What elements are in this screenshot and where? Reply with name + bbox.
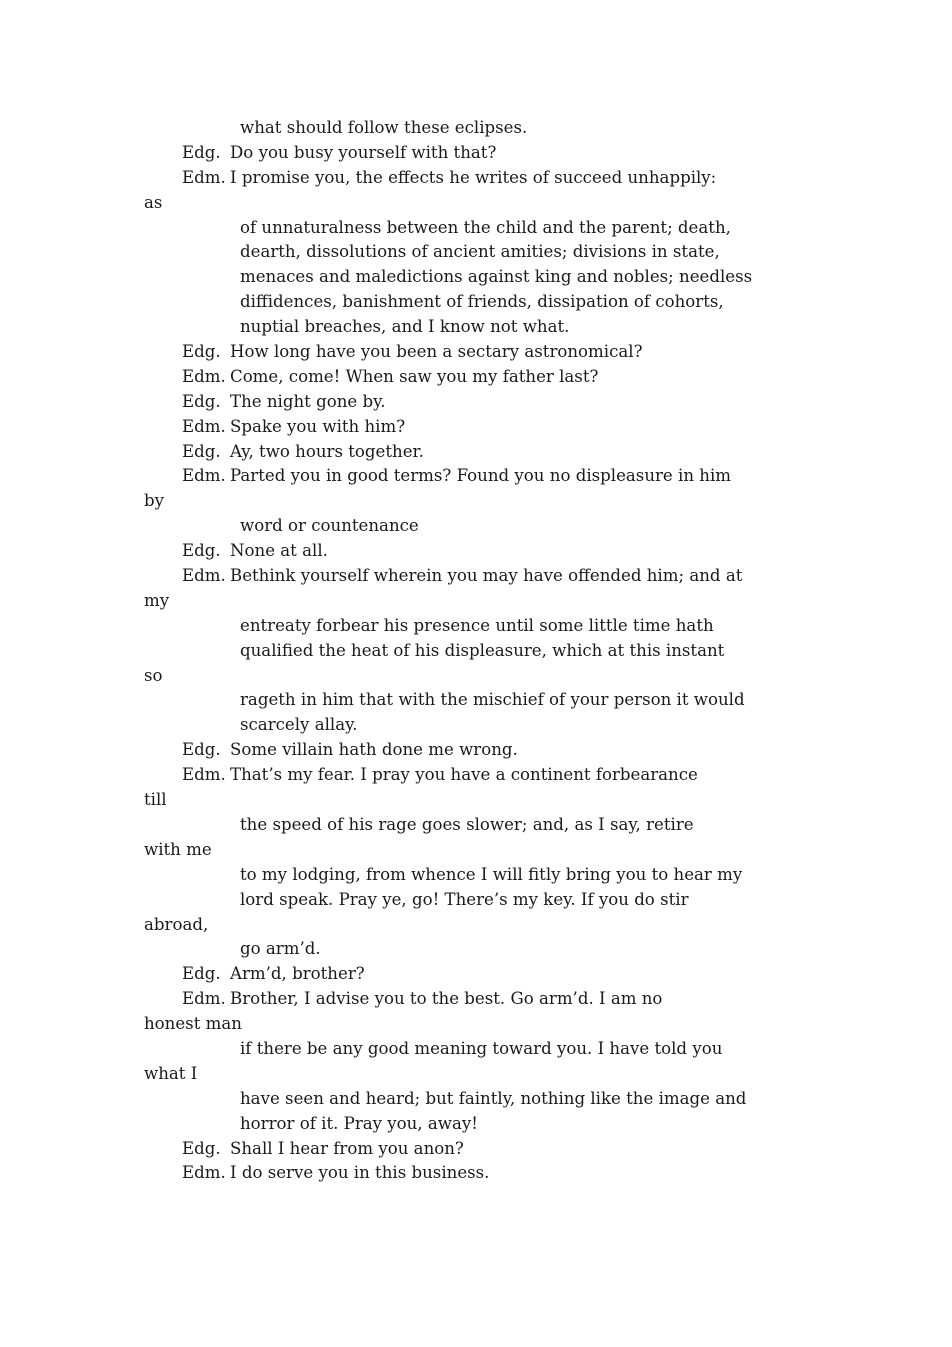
line-text: Bethink yourself wherein you may have offended him; and at bbox=[230, 566, 743, 586]
line-text: go arm’d. bbox=[240, 939, 321, 959]
line-text: what should follow these eclipses. bbox=[240, 118, 528, 137]
speaker-name: Edm. bbox=[182, 416, 226, 436]
wrapped-line bbox=[0, 664, 952, 689]
speaker-name: Edm. bbox=[182, 1163, 226, 1183]
line-text: with me bbox=[144, 839, 212, 859]
line-text: Do you busy yourself with that? bbox=[230, 142, 497, 162]
line-text: my bbox=[144, 590, 170, 610]
line-text: to my lodging, from whence I will fitly bring you to hear my bbox=[240, 864, 743, 884]
wrapped-line bbox=[0, 1062, 952, 1087]
speech-line bbox=[0, 464, 952, 489]
line-text: rageth in him that with the mischief of your person it would bbox=[240, 690, 745, 710]
continuation-line bbox=[0, 265, 952, 290]
line-text: Come, come! When saw you my father last? bbox=[230, 366, 599, 386]
speech-line bbox=[0, 763, 952, 788]
speaker-name: Edg. bbox=[182, 342, 221, 362]
line-text: None at all. bbox=[230, 541, 328, 561]
continuation-line bbox=[0, 216, 952, 241]
line-text: Brother, I advise you to the best. Go arm’d. I am no bbox=[230, 989, 663, 1009]
line-text: I do serve you in this business. bbox=[230, 1163, 490, 1183]
wrapped-line bbox=[0, 489, 952, 514]
speech-line bbox=[0, 440, 952, 465]
continuation-line bbox=[0, 888, 952, 913]
speech-line bbox=[0, 340, 952, 365]
continuation-line bbox=[0, 240, 952, 265]
continuation-line bbox=[0, 614, 952, 639]
line-text: word or countenance bbox=[240, 516, 419, 536]
line-text: I promise you, the effects he writes of succeed unhappily: bbox=[230, 167, 717, 187]
line-text: the speed of his rage goes slower; and, as I say, retire bbox=[240, 814, 694, 834]
speech-line bbox=[0, 1137, 952, 1162]
continuation-line bbox=[0, 688, 952, 713]
speech-line bbox=[0, 564, 952, 589]
line-text: as bbox=[144, 192, 163, 212]
line-text: entreaty forbear his presence until some little time hath bbox=[240, 615, 714, 635]
speaker-name: Edg. bbox=[182, 391, 221, 411]
line-text: That’s my fear. I pray you have a continent forbearance bbox=[230, 765, 698, 785]
speech-line bbox=[0, 166, 952, 191]
line-text: Arm’d, brother? bbox=[230, 964, 365, 984]
line-text: nuptial breaches, and I know not what. bbox=[240, 317, 570, 337]
line-text: abroad, bbox=[144, 914, 209, 934]
speaker-name: Edm. bbox=[182, 167, 226, 187]
play-text-page bbox=[0, 116, 952, 1186]
speech-line bbox=[0, 390, 952, 415]
speaker-name: Edg. bbox=[182, 740, 221, 760]
wrapped-line bbox=[0, 913, 952, 938]
wrapped-line bbox=[0, 788, 952, 813]
speaker-name: Edg. bbox=[182, 1138, 221, 1158]
speaker-name: Edm. bbox=[182, 765, 226, 785]
line-text: menaces and maledictions against king and nobles; needless bbox=[240, 267, 753, 287]
continuation-line bbox=[0, 290, 952, 315]
line-text: honest man bbox=[144, 1014, 242, 1034]
speaker-name: Edm. bbox=[182, 989, 226, 1009]
continuation-line bbox=[0, 937, 952, 962]
continuation-line bbox=[0, 514, 952, 539]
continuation-line bbox=[0, 1112, 952, 1137]
speaker-name: Edg. bbox=[182, 441, 221, 461]
speaker-name: Edg. bbox=[182, 964, 221, 984]
wrapped-line bbox=[0, 191, 952, 216]
line-text: Parted you in good terms? Found you no displeasure in him bbox=[230, 466, 732, 486]
speech-line bbox=[0, 365, 952, 390]
continuation-line bbox=[0, 1087, 952, 1112]
line-text: dearth, dissolutions of ancient amities; divisions in state, bbox=[240, 242, 720, 262]
line-text: Ay, two hours together. bbox=[230, 441, 424, 461]
line-text: till bbox=[144, 790, 167, 810]
speech-line bbox=[0, 738, 952, 763]
speech-line bbox=[0, 962, 952, 987]
line-text: Spake you with him? bbox=[230, 416, 406, 436]
speech-line bbox=[0, 1161, 952, 1186]
line-text: so bbox=[144, 665, 163, 685]
speaker-name: Edm. bbox=[182, 466, 226, 486]
speaker-name: Edg. bbox=[182, 142, 221, 162]
speech-line bbox=[0, 987, 952, 1012]
speaker-name: Edm. bbox=[182, 366, 226, 386]
line-text: diffidences, banishment of friends, dissipation of cohorts, bbox=[240, 292, 724, 312]
continuation-line bbox=[0, 639, 952, 664]
line-text: qualified the heat of his displeasure, which at this instant bbox=[240, 640, 725, 660]
line-text: How long have you been a sectary astronomical? bbox=[230, 342, 643, 362]
continuation-line bbox=[0, 813, 952, 838]
speaker-name: Edg. bbox=[182, 541, 221, 561]
line-text: what I bbox=[144, 1063, 198, 1083]
line-text: if there be any good meaning toward you. I have told you bbox=[240, 1038, 723, 1058]
line-text: Shall I hear from you anon? bbox=[230, 1138, 464, 1158]
wrapped-line bbox=[0, 1012, 952, 1037]
line-text: of unnaturalness between the child and the parent; death, bbox=[240, 217, 731, 237]
speech-line bbox=[0, 539, 952, 564]
line-text: The night gone by. bbox=[230, 391, 386, 411]
line-text: Some villain hath done me wrong. bbox=[230, 740, 518, 760]
speech-line bbox=[0, 415, 952, 440]
line-text: have seen and heard; but faintly, nothing like the image and bbox=[240, 1088, 747, 1108]
continuation-line bbox=[0, 1037, 952, 1062]
wrapped-line bbox=[0, 838, 952, 863]
continuation-line bbox=[0, 116, 952, 141]
continuation-line bbox=[0, 863, 952, 888]
continuation-line bbox=[0, 713, 952, 738]
continuation-line bbox=[0, 315, 952, 340]
line-text: scarcely allay. bbox=[240, 715, 358, 735]
line-text: by bbox=[144, 491, 164, 511]
speaker-name: Edm. bbox=[182, 566, 226, 586]
line-text: lord speak. Pray ye, go! There’s my key. If you do stir bbox=[240, 889, 689, 909]
line-text: horror of it. Pray you, away! bbox=[240, 1113, 478, 1133]
wrapped-line bbox=[0, 589, 952, 614]
speech-line bbox=[0, 141, 952, 166]
